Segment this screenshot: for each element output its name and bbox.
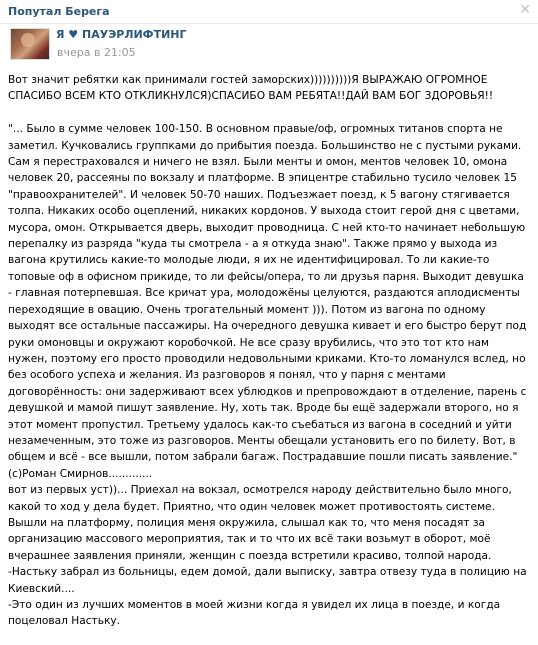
post-date-link[interactable]: вчера в 21:05 (57, 46, 136, 59)
close-icon[interactable]: ✕ (519, 2, 531, 18)
group-name-link[interactable]: Я ♥ ПАУЭРЛИФТИНГ (56, 28, 187, 41)
post-author-link[interactable]: Попутал Берега (8, 5, 110, 18)
post-text: Вот значит ребятки как принимали гостей заморских))))))))))Я ВЫРАЖАЮ ОГРОМНОЕ СПАСИБО ВСЕМ КТО ОТКЛИКНУЛСЯ)СПАСИБО ВАМ РЕБЯТА!!ДАЙ ВАМ БОГ ЗДОРОВЬЯ!! "... Было в сумме человек 100-150. В основном правые/оф, огромных титанов спорта не заметил. Кучковались группками до прибытия поезда. Большинство не с пустыми руками. Сам я перестраховался и ничего не взял. Были менты и омон, ментов человек 10, омона человек 20, рассеяны по вокзалу и платформе. В эпицентре стабильно тусило человек 15 "правоохранителей". И человек 50-70 наших. Подъезжает поезд, к 5 вагону стягивается толпа. Никаких особо оцеплений, никаких кордонов. У выхода стоит герой дня с цветами, мусора, омон. Открывается дверь, выходит проводница. С ней кто-то начинает небольшую перепалку из разряда "куда ты смотрела - а я откуда знаю". Также прямо у выхода из вагона крутились какие-то молодые люди, я их не идентифицировал. То ли какие-то топовые оф в офисном прикиде, то ли фейсы/опера, то ли друзья парня. Выходит девушка - главная потерпевшая. Все кричат ура, молодожёны целуются, раздаются аплодисменты переходящие в овацию. Очень трогательный момент ))). Потом из вагона по одному выходят все остальные пассажиры. На очередного девушка кивает и его быстро берут под руки омоновцы и окружают коробочкой. Не все сразу врубились, что это тот кто нам нужен, поэтому его просто проводили недовольными криками. Кто-то ломанулся вслед, но без особого успеха и желания. Из разговоров я понял, что у парня с ментами договорённость: они задерживают всех ублюдков и препровождают в отделение, парень с девушкой и мамой пишут заявление. Ну, хоть так. Вроде бы ещё задержали второго, но я этот момент пропустил. Третьему удалось как-то съебаться из вагона в соседний и уйти незамеченным, это тоже из разговоров. Менты обещали установить его по билету. Вот, в общем и всё - все вышли, потом забрали багаж. Пострадавшие пошли писать заявление." (с)Роман Смирнов............. вот из первых уст))... Приехал на вокзал, осмотрелся народу действительно было много, какой то ход у дела будет. Приятно, что один человек может противостоять системе. Вышли на платформу, полиция меня окружила, слышал как то, что меня посадят за организацию массового мероприятия, так и то что их всё таки возьмут в оборот, моё вчерашнее заявления приняли, женщин с поезда встретили красиво, толпой народа. -Настьку забрал из больницы, едем домой, дали выписку, завтра отвезу туда в полицию на Киевский.... -Это один из лучших моментов в моей жизни когда я увидел их лица в поезде, и когда поцеловал Настьку. (8, 74, 527, 628)
group-avatar[interactable] (10, 28, 50, 60)
header-divider (0, 23, 538, 24)
